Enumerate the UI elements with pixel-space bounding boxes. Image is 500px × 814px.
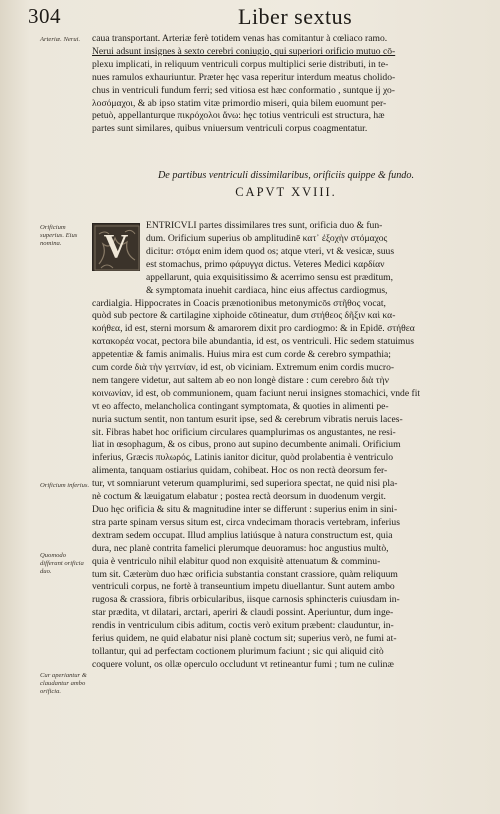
page-header [28,4,480,30]
text-line: nem tangere videtur, aut saltem ab eo non longè distare : cum cerebro διὰ τὴν [92,374,389,386]
text-line: chus in ventriculi fundum ferri; sed vitiosa est hæc conformatio , suntque ij χο- [92,84,395,96]
text-line: coquere volunt, os ollæ operculo occludunt vt retineantur fumi ; tum ne culinæ [92,658,394,670]
text-line: & symptomata inuehit cardiaca, hinc eius affectus cardiogmus, [146,284,388,296]
text-line: λοσόμαχοι, & ab ipso statim vitæ primordio miseri, quia bilem euomunt per- [92,97,387,109]
margin-note-cur-aperiantur: Cur aperiantur & claudantur ambo orificia. [40,672,87,695]
text-line: alimenta, tanquam ostiarius quidam, cohibeat. Hoc os non rectà deorsum fer- [92,465,388,477]
text-line: inferius, Græcis πυλωρός, Latinis ianitor dicitur, quòd prolabentia è ventriculo [92,452,394,464]
text-line: partes sunt similares, quibus vniuersum ventriculi corpus coagmentatur. [92,123,368,135]
text-line: sit. Fibras habet hoc orificium circulares quamplurimas os angustantes, ne resi- [92,426,396,438]
text-line: dextram sedem occupat. Illud amplius latiúsque à natura constructum est, quia [92,529,393,541]
text-line: rendis in ventriculum cibis aditum, coctis verò exitum præbent: clauduntur, in- [92,620,394,632]
text-line: quia è ventriculo nihil elabitur quod non exquisitè attenuatum & comminu- [92,555,381,567]
text-line: appetentiæ & famis animalis. Huius mira est cum corde & cerebro sympathia; [92,349,391,361]
chapter-title: CAPVT XVIII. [235,185,337,199]
margin-note-orificium-inferius: Orificium inferius. [40,482,90,489]
text-line: dicitur: στόμα enim idem quod os; atque vteri, vt & vesicæ, suus [146,245,395,257]
text-line: tollantur, qui ad perfectam coctionem plurimum faciunt ; sic qui aliquid citò [92,645,384,657]
text-line: petuò, appellanturque πικρόχολοι ἄνω: hęc totius ventriculi est structura, hæ [92,110,385,122]
text-line: appellarunt, quia exquisitissimo & acerrimo sensu est præditum, [146,271,393,283]
initial-letter: V [103,228,129,265]
text-line: est stomachus, primo φάρυγγα dictus. Veteres Medici καρδίαν [146,258,385,270]
text-line: κοινωνίαν, id est, ob communionem, quam faciunt nerui insignes stomachici, vnde fit [92,387,421,399]
text-line: cardialgia. Hippocrates in Coacis prænotionibus metonymicōs στῆθος vocat, [92,297,386,309]
text-line: Duo hęc orificia & situ & magnitudine inter se differunt : superius enim in sini- [92,504,398,515]
text-line: nè coctum & læuigatum elabatur ; postea rectà deorsum in duodenum vergit. [92,491,386,503]
text-block-beside-initial [146,233,484,298]
margin-note-quomodo-differant: Quomodo differant orificia duo. [40,552,84,575]
running-head: Liber sextus [238,4,353,29]
text-line: ENTRICVLI partes dissimilares tres sunt, orificia duo & fun- [146,220,383,231]
text-line: tum sit. Cæterùm duo hæc orificia substantia constant crassiore, quàm reliquum [92,568,398,580]
chapter-first-line [146,220,484,233]
text-line: tur, vt somniarunt veterum quamplurimi, sed superiora spectat, ne quid nisi pla- [92,478,398,490]
decorated-initial [92,223,140,271]
page-number: 304 [28,4,61,28]
text-line: dura, nec planè contrita famelici plerumque deuoramus: hoc angustius multò, [92,542,389,554]
text-line: dum. Orificium superius ob amplitudinē κατ᾽ ἐξοχὴν στόμαχος [146,233,388,244]
text-line: nuria suctum sentit, non tantum esurit ipse, sed & cerebrum vibratis neruis laces- [92,413,403,425]
text-line: κοήθεα, id est, sterni morsum & amarorem dixit pro cardiogmo: & in Epidē. στήθεα [92,323,415,335]
text-line: plexu implicati, in reliquum ventriculi corpus multiplici serie distributi, in te- [92,58,389,70]
margin-note-orificium-superius: Orificium superius. Eius nomina. [40,224,78,247]
text-block-top [92,33,484,136]
text-line: κατακορέα vocat, pectora bile abundantia, id est, os ventriculi. Hic sedem statuimus [92,336,414,348]
text-line: ventriculi corpus, ne fortè à transeuntium impetu diuellantur. Sunt autem ambo [92,581,395,593]
text-line: liat in œsophagum, & os cibus, prono aut supino decumbente animali. Orificium [92,439,401,451]
text-line: rugosa & crassiora, fibris orbicularibus, iisque carnosis sphincteris cuiusdam in- [92,594,400,606]
text-line: quòd sub pectore & cartilagine xiphoide cōtineatur, dum στήθεος δῆξιν καὶ κα- [92,310,396,322]
text-line: caua transportant. Arteriæ ferè totidem venas has comitantur à cœliaco ramo. [92,33,388,44]
text-line: star prædita, vt dilatari, arctari, aperiri & claudi possint. Aperiuntur, dum inge- [92,607,394,619]
text-block-main [92,298,484,672]
section-title: De partibus ventriculi dissimilaribus, orificiis quippe & fundo. [157,170,415,181]
text-line: cum corde διὰ τὴν γειτνίαν, id est, ob viciniam. Extremum enim cordis mucro- [92,362,395,374]
text-line: ferius quidem, ne quid elabatur nisi planè coctum sit; superius verò, ne fumi at- [92,633,397,645]
margin-note-arteriae: Arteriæ. Nerui. [40,36,81,43]
text-line: vt eo affecto, melancholica contingant symptomata, & quoties in alimenti pe- [92,400,389,412]
text-line: Nerui adsunt insignes à sexto cerebri coniugio, qui superiori orificio mutuo cō- [92,45,396,57]
text-line: nues ramulos exhauriuntur. Præter hęc vasa reperitur interdum meatus cholido- [92,71,396,83]
text-line: stra parte spinam versus situm est, circa vndecimam thoracis vertebram, inferius [92,516,400,528]
